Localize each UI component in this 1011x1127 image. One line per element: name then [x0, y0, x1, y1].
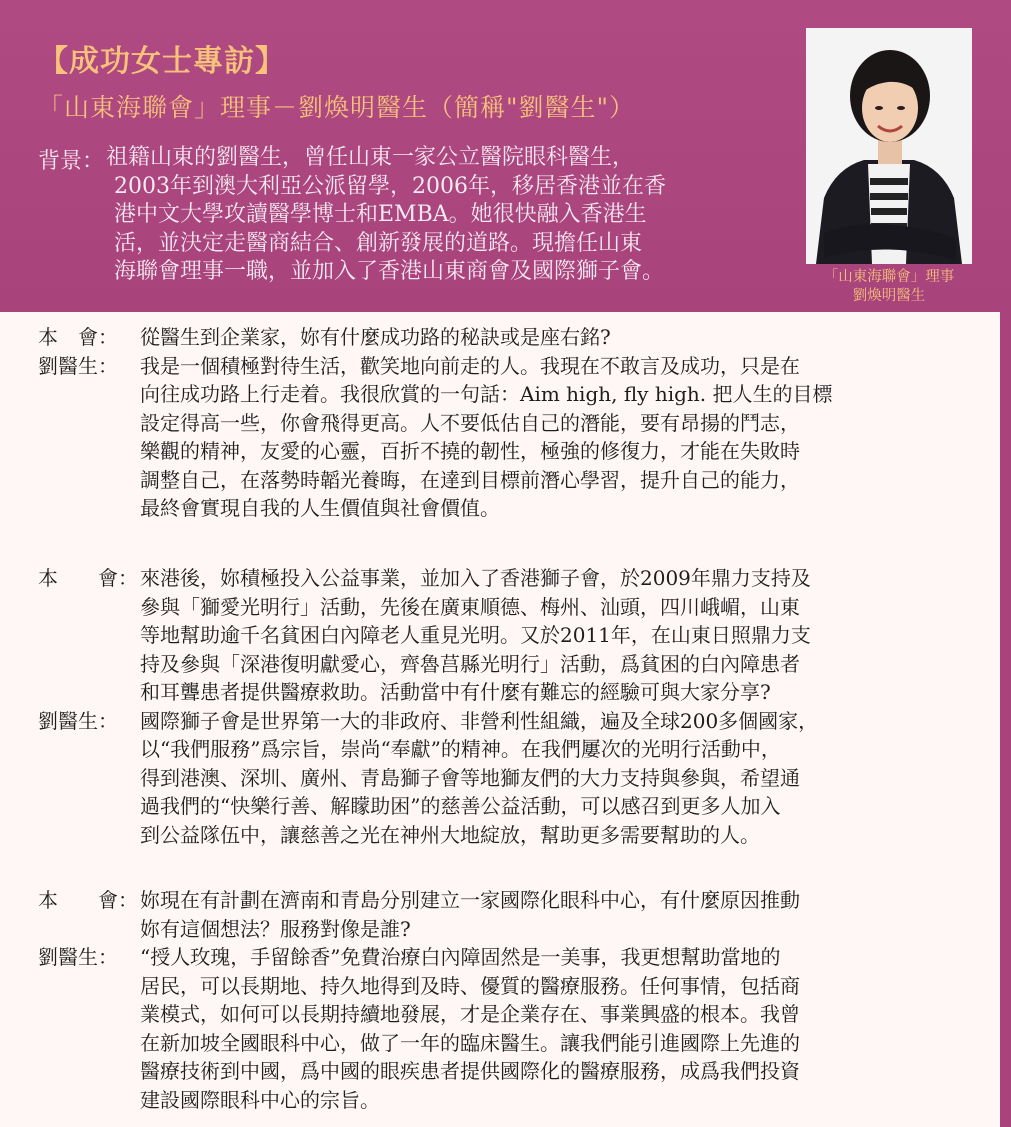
background-line: 祖籍山東的劉醫生，曾任山東一家公立醫院眼科醫生， — [106, 145, 635, 170]
speaker-label: 本 會： — [38, 888, 138, 912]
text-line: 國際獅子會是世界第一大的非政府、非營利性組織，遍及全球200多個國家， — [140, 708, 819, 733]
text-line: 參與「獅愛光明行」活動，先後在廣東順德、梅州、汕頭，四川峨嵋，山東 — [140, 594, 800, 619]
background-line: 港中文大學攻讀醫學博士和EMBA。她很快融入香港生 — [114, 202, 647, 227]
text-line: 等地幫助逾千名貧困白內障老人重見光明。又於2011年，在山東日照鼎力支 — [140, 623, 811, 647]
text-line: 設定得高一些，你會飛得更高。人不要低估自己的潛能，要有昂揚的鬥志， — [140, 410, 800, 435]
question-text — [140, 323, 998, 352]
background-text — [106, 144, 794, 287]
background-line: 活，並決定走醫商結合、創新發展的道路。現擔任山東 — [114, 230, 643, 256]
text-line: 來港後，妳積極投入公益事業，並加入了香港獅子會，於2009年鼎力支持及 — [140, 566, 811, 590]
text-line: 最終會實現自我的人生價值與社會價值。 — [140, 496, 500, 520]
caption-title: 「山東海聯會」理事 — [823, 269, 955, 285]
text-line: 在新加坡全國眼科中心，做了一年的臨床醫生。讓我們能引進國際上先進的 — [140, 1030, 800, 1055]
qa-block-1 — [38, 323, 998, 523]
speaker-label: 劉醫生： — [38, 945, 118, 969]
right-edge-bar — [1000, 312, 1011, 1127]
speaker-label: 劉醫生： — [38, 353, 118, 378]
text-line: 從醫生到企業家，妳有什麼成功路的秘訣或是座右銘? — [140, 325, 611, 349]
caption-name: 劉煥明醫生 — [852, 288, 926, 304]
text-line: 到公益隊伍中，讓慈善之光在神州大地綻放，幫助更多需要幫助的人。 — [140, 822, 760, 847]
qa-block-3 — [38, 886, 998, 1114]
answer-row — [38, 707, 998, 850]
text-line: 居民，可以長期地、持久地得到及時、優質的醫療服務。任何事情，包括商 — [140, 973, 800, 998]
portrait-photo — [806, 28, 972, 264]
qa-block-2 — [38, 564, 998, 849]
speaker-label: 本 會： — [38, 325, 118, 349]
question-row — [38, 564, 998, 707]
speaker-label: 本 會： — [38, 566, 138, 590]
text-line: 妳現在有計劃在濟南和青島分別建立一家國際化眼科中心，有什麼原因推動 — [140, 888, 800, 912]
text-line: “授人玫瑰，手留餘香”免費治療白內障固然是一美事，我更想幫助當地的 — [140, 945, 781, 969]
text-line: 以“我們服務”爲宗旨，崇尚“奉獻”的精神。在我們屢次的光明行活動中， — [140, 737, 781, 761]
answer-text — [140, 707, 998, 850]
text-line: 得到港澳、深圳、廣州、青島獅子會等地獅友們的大力支持與參與，希望通 — [140, 765, 800, 790]
text-line: 樂觀的精神，友愛的心靈，百折不撓的韌性，極強的修復力，才能在失敗時 — [140, 439, 800, 463]
portrait-illustration — [806, 28, 972, 264]
answer-row — [38, 943, 998, 1114]
text-line: 持及參與「深港復明獻愛心，齊魯莒縣光明行」活動，爲貧困的白內障患者 — [140, 651, 800, 676]
section-tag: 【成功女士專訪】 — [38, 44, 286, 79]
question-text — [140, 886, 998, 943]
text-line: 向往成功路上行走着。我很欣賞的一句話：Aim high, fly high. 把人生的目標 — [140, 382, 833, 406]
question-text — [140, 564, 998, 707]
header-banner — [0, 0, 1011, 312]
text-line: 妳有這個想法？服務對像是誰? — [140, 916, 411, 941]
answer-text — [140, 352, 998, 523]
question-row — [38, 886, 998, 943]
answer-row — [38, 352, 998, 523]
text-line: 過我們的“快樂行善、解矇助困”的慈善公益活動，可以感召到更多人加入 — [140, 794, 781, 818]
background-label: 背景： — [38, 149, 105, 174]
text-line: 建設國際眼科中心的宗旨。 — [140, 1087, 380, 1112]
background-line: 海聯會理事一職，並加入了香港山東商會及國際獅子會。 — [114, 259, 665, 284]
text-line: 我是一個積極對待生活，歡笑地向前走的人。我現在不敢言及成功，只是在 — [140, 353, 800, 378]
article-subtitle: 「山東海聯會」理事－劉煥明醫生（簡稱"劉醫生"） — [38, 93, 636, 122]
photo-caption — [806, 268, 972, 306]
question-row — [38, 323, 998, 352]
background-line: 2003年到澳大利亞公派留學，2006年，移居香港並在香 — [114, 173, 666, 199]
text-line: 和耳聾患者提供醫療救助。活動當中有什麼有難忘的經驗可與大家分享? — [140, 680, 771, 704]
text-line: 醫療技術到中國，爲中國的眼疾患者提供國際化的醫療服務，成爲我們投資 — [140, 1059, 800, 1083]
text-line: 調整自己，在落勢時韜光養晦，在達到目標前潛心學習，提升自己的能力， — [140, 467, 800, 492]
answer-text — [140, 943, 998, 1114]
speaker-label: 劉醫生： — [38, 708, 118, 733]
text-line: 業模式，如何可以長期持續地發展，才是企業存在、事業興盛的根本。我曾 — [140, 1002, 800, 1026]
